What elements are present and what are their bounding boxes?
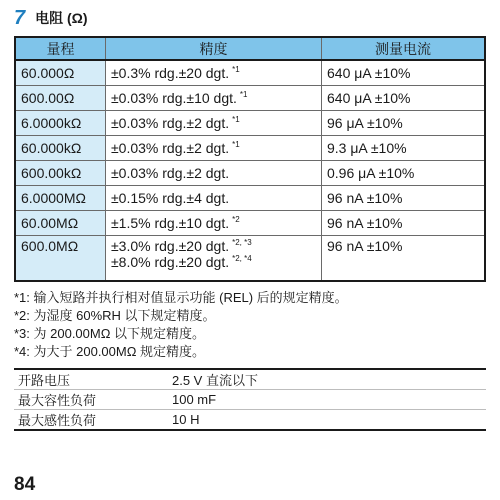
accuracy-line bbox=[111, 254, 321, 270]
table-row bbox=[15, 161, 485, 186]
range-cell: 600.0MΩ bbox=[15, 236, 106, 282]
accuracy-cell bbox=[106, 211, 322, 236]
footnote-1: *1: 输入短路并执行相对值显示功能 (REL) 后的规定精度。 bbox=[14, 290, 348, 305]
accuracy-cell bbox=[106, 186, 322, 211]
header-accuracy: 精度 bbox=[106, 37, 322, 60]
current-cell: 9.3 μA ±10% bbox=[322, 136, 486, 161]
range-cell: 60.000kΩ bbox=[15, 136, 106, 161]
param-row bbox=[14, 369, 486, 390]
footnote-4: *4: 为大于 200.00MΩ 规定精度。 bbox=[14, 344, 206, 359]
current-cell: 640 μA ±10% bbox=[322, 60, 486, 86]
footnote-mark: *2, *3 bbox=[232, 238, 252, 247]
param-row bbox=[14, 410, 486, 431]
table-row bbox=[15, 186, 485, 211]
range-cell: 60.000Ω bbox=[15, 60, 106, 86]
current-cell: 96 nA ±10% bbox=[322, 186, 486, 211]
current-cell: 96 nA ±10% bbox=[322, 236, 486, 282]
param-label: 最大感性负荷 bbox=[18, 413, 97, 428]
resistance-spec-table bbox=[14, 36, 486, 282]
table-row bbox=[15, 111, 485, 136]
footnote-mark: *1 bbox=[232, 115, 240, 124]
param-row bbox=[14, 390, 486, 410]
section-title: 电阻 (Ω) bbox=[35, 10, 88, 26]
param-value: 10 H bbox=[172, 412, 200, 427]
accuracy-text: ±1.5% rdg.±10 dgt. bbox=[111, 215, 230, 231]
range-cell: 60.00MΩ bbox=[15, 211, 106, 236]
footnote-mark: *2 bbox=[232, 215, 240, 224]
accuracy-text: ±0.03% rdg.±2 dgt. bbox=[111, 140, 230, 156]
range-cell: 6.0000MΩ bbox=[15, 186, 106, 211]
accuracy-cell bbox=[106, 161, 322, 186]
table-row bbox=[15, 211, 485, 236]
page-number: 84 bbox=[14, 474, 36, 495]
accuracy-cell bbox=[106, 136, 322, 161]
accuracy-cell bbox=[106, 236, 322, 282]
section-heading bbox=[14, 6, 88, 30]
current-cell: 96 μA ±10% bbox=[322, 111, 486, 136]
current-cell: 96 nA ±10% bbox=[322, 211, 486, 236]
footnote-mark: *1 bbox=[232, 140, 240, 149]
footnote-mark: *1 bbox=[232, 65, 240, 74]
footnote-2: *2: 为湿度 60%RH 以下规定精度。 bbox=[14, 308, 216, 323]
section-number: 7 bbox=[14, 7, 26, 29]
footnote-mark: *1 bbox=[239, 90, 248, 99]
accuracy-line bbox=[111, 238, 321, 254]
accuracy-cell bbox=[106, 60, 322, 86]
accuracy-text: ±0.03% rdg.±10 dgt. bbox=[111, 90, 237, 106]
table-row bbox=[15, 60, 485, 86]
accuracy-text: ±0.3% rdg.±20 dgt. bbox=[111, 65, 230, 81]
range-cell: 6.0000kΩ bbox=[15, 111, 106, 136]
load-parameters-table bbox=[14, 368, 486, 431]
param-value: 100 mF bbox=[168, 390, 486, 410]
accuracy-text: ±0.03% rdg.±2 dgt. bbox=[111, 165, 230, 181]
accuracy-cell bbox=[106, 86, 322, 111]
header-range: 量程 bbox=[15, 37, 106, 60]
table-row bbox=[15, 236, 485, 282]
table-row bbox=[15, 136, 485, 161]
range-cell: 600.00Ω bbox=[15, 86, 106, 111]
accuracy-cell bbox=[106, 111, 322, 136]
table-row bbox=[15, 86, 485, 111]
range-cell: 600.00kΩ bbox=[15, 161, 106, 186]
header-current: 测量电流 bbox=[322, 37, 486, 60]
accuracy-text: ±0.15% rdg.±4 dgt. bbox=[111, 190, 230, 206]
accuracy-text: ±8.0% rdg.±20 dgt. bbox=[111, 254, 230, 270]
table-header-row bbox=[15, 37, 485, 60]
param-label: 开路电压 bbox=[14, 369, 168, 390]
footnotes bbox=[14, 289, 348, 361]
param-label: 最大容性负荷 bbox=[14, 390, 168, 410]
current-cell: 640 μA ±10% bbox=[322, 86, 486, 111]
footnote-mark: *2, *4 bbox=[232, 254, 252, 263]
current-cell: 0.96 μA ±10% bbox=[322, 161, 486, 186]
accuracy-text: ±3.0% rdg.±20 dgt. bbox=[111, 238, 230, 254]
footnote-3: *3: 为 200.00MΩ 以下规定精度。 bbox=[14, 326, 206, 341]
accuracy-text: ±0.03% rdg.±2 dgt. bbox=[111, 115, 230, 131]
param-value: 2.5 V 直流以下 bbox=[168, 369, 486, 390]
